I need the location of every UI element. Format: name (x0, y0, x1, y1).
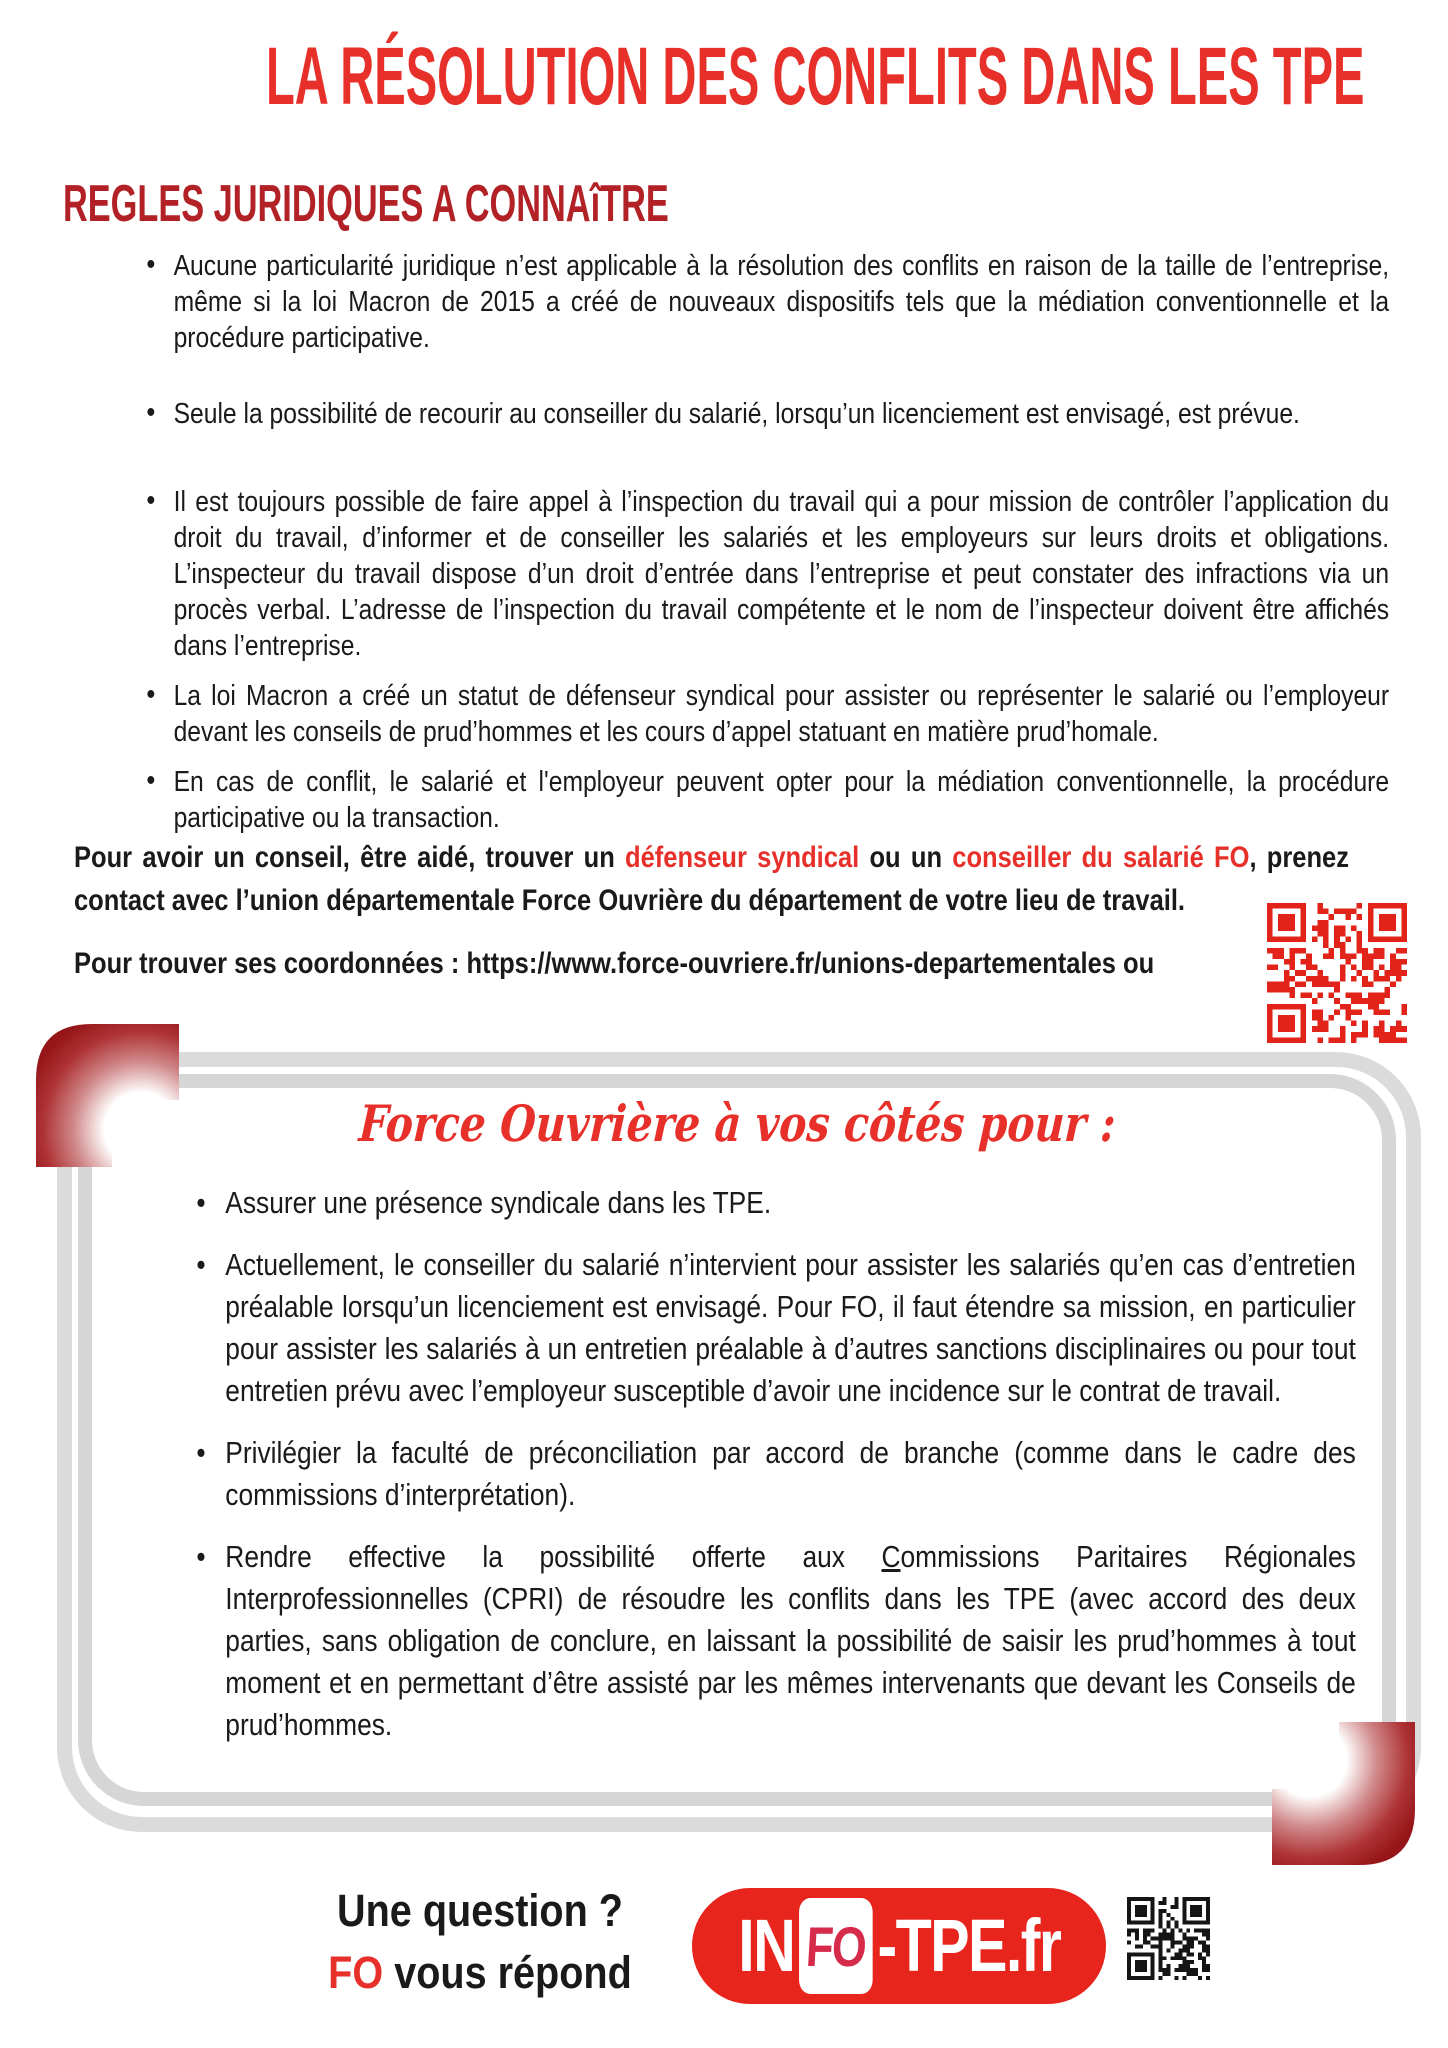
contact-url-line: Pour trouver ses coordonnées : https://www.force-ouvriere.fr/unions-departementales ou (74, 947, 1155, 980)
list-item (193, 1244, 1356, 1412)
fo-box-text: Rendre effective la possibilité offerte aux (225, 1539, 882, 1574)
list-item (193, 1536, 1356, 1746)
fo-logo-badge (799, 1898, 873, 1994)
footer-question: Une question ? (337, 1885, 623, 1936)
fo-box-text: Actuellement, le conseiller du salarié n’intervient pour assister les salariés qu’en cas d’entretien préalable lorsqu’un licenciement est envisagé. Pour FO, il faut étendre sa mission, en particulier pour assister les salariés à un entretien préalable à d’autres sanctions disciplinaires ou pour tout entretien prévu avec l’employeur susceptible d’avoir une incidence sur le contrat de travail. (225, 1247, 1356, 1408)
fo-box-heading (78, 1094, 1396, 1154)
list-item (143, 678, 1389, 750)
contact-text: ou un (859, 841, 953, 874)
fo-box-list (193, 1182, 1356, 1746)
footer-fo: FO (328, 1947, 384, 1998)
contact-highlight-defenseur: défenseur syndical (625, 841, 860, 874)
fo-box-text: Privilégier la faculté de préconciliation par accord de branche (comme dans le cadre des commissions d’interprétation). (225, 1435, 1356, 1512)
rules-section-heading: REGLES JURIDIQUES A CONNAîTRE (63, 175, 669, 233)
info-tpe-logo-row (738, 1898, 1060, 1994)
footer-answer (322, 1948, 639, 1998)
list-item (193, 1182, 1356, 1224)
page-title: LA RÉSOLUTION DES CONFLITS DANS LES TPE (266, 31, 1365, 122)
rule-text: La loi Macron a créé un statut de défenseur syndical pour assister ou représenter le salarié ou l’employeur devant les conseils de prud’hommes et les cours d’appel statuant en matière prud’homale. (173, 680, 1390, 748)
list-item (193, 1432, 1356, 1516)
footer-answer-rest: vous répond (383, 1947, 632, 1998)
contact-highlight-conseiller: conseiller du salarié FO (952, 841, 1250, 874)
contact-text: Pour avoir un conseil, être aidé, trouver un (74, 841, 626, 874)
rule-text: Il est toujours possible de faire appel à l’inspection du travail qui a pour mission de contrôler l’application du droit du travail, d’informer et de conseiller les salariés et les employeurs sur leurs droits et obligations. L’inspecteur du travail dispose d’un droit d’entrée dans l’entreprise et peut constater des infractions via un procès verbal. L’adresse de l’inspection du travail compétente et le nom de l’inspecteur doivent être affichés dans l’entreprise. (173, 486, 1390, 662)
fo-logo-text: FO (804, 1914, 867, 1978)
corner-ornament-top-left (36, 1024, 179, 1167)
rules-list (143, 248, 1389, 836)
list-item (143, 484, 1389, 664)
info-tpe-logo (692, 1888, 1106, 2004)
corner-ornament-bottom-right (1272, 1722, 1415, 1865)
contact-paragraph (74, 836, 1349, 922)
rule-text: Aucune particularité juridique n’est applicable à la résolution des conflits en raison de la taille de l’entreprise, même si la loi Macron de 2015 a créé de nouveaux dispositifs tels que la médiation conventionnelle et la procédure participative. (173, 250, 1390, 354)
list-item (143, 248, 1389, 356)
logo-tpe-text: -TPE.fr (877, 1904, 1061, 1987)
list-item (143, 764, 1389, 836)
fo-box-text-underlined: C (881, 1539, 901, 1574)
contact-block (74, 836, 1349, 985)
contact-text: , prenez contact avec l’union départementale Force Ouvrière du département de votre lieu de travail. (74, 841, 1349, 917)
rule-text: En cas de conflit, le salarié et l'employeur peuvent opter pour la médiation conventionnelle, la procédure participative ou la transaction. (173, 766, 1390, 834)
fo-box-text: Assurer une présence syndicale dans les TPE. (225, 1185, 772, 1220)
footer-text-block (322, 1886, 639, 1998)
qr-code-black (1127, 1897, 1210, 1980)
list-item (143, 396, 1389, 432)
fo-box-heading-text: Force Ouvrière à vos côtés pour : (357, 1094, 1118, 1153)
qr-code-red (1267, 903, 1407, 1043)
rule-text: Seule la possibilité de recourir au conseiller du salarié, lorsqu’un licenciement est envisagé, est prévue. (173, 398, 1300, 430)
fo-box-text: ommissions Paritaires Régionales Interprofessionnelles (CPRI) de résoudre les conflits dans les TPE (avec accord des deux parties, sans obligation de conclure, en laissant la possibilité de saisir les prud’hommes à tout moment et en permettant d’être assisté par les mêmes intervenants que devant les Conseils de prud’hommes. (225, 1539, 1356, 1742)
logo-in-text: IN (737, 1904, 794, 1987)
